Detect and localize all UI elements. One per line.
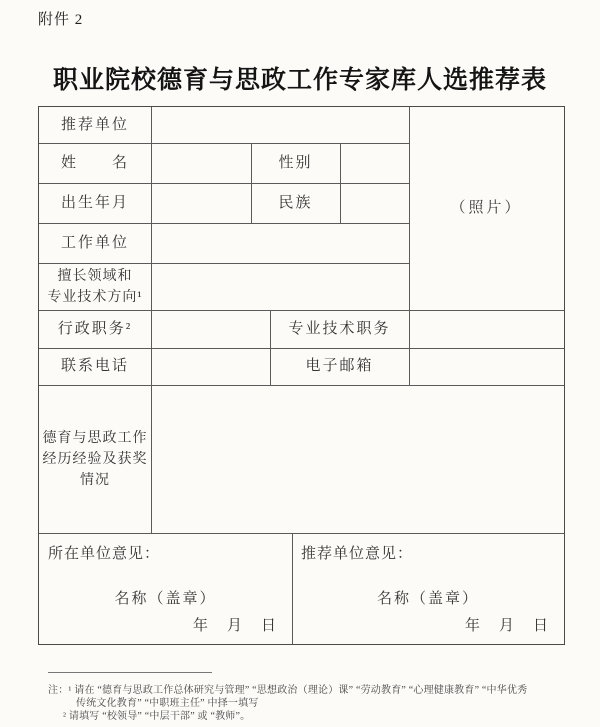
photo-placeholder: （照片） xyxy=(450,200,523,216)
footnote-line-1: 注：¹ 请在 “德育与思政工作总体研究与管理” “思想政治（理论）课” “劳动教育” “心理健康教育” “中华优秀 xyxy=(48,685,528,696)
recommending-unit-seal-line: 名称（盖章） xyxy=(376,591,479,607)
host-unit-opinion-title: 所在单位意见： xyxy=(48,546,161,562)
experience-value-cell xyxy=(151,385,564,533)
ethnicity-value-cell xyxy=(340,183,409,223)
email-value-cell xyxy=(409,348,564,385)
recommending-unit-opinion-cell xyxy=(292,533,564,644)
recommending-unit-value-cell xyxy=(151,107,409,143)
phone-label: 联系电话 xyxy=(60,358,129,374)
expertise-label-line-2: 专业技术方向¹ xyxy=(47,289,143,305)
expertise-label-line-1: 擅长领域和 xyxy=(57,268,133,284)
footnote-separator xyxy=(48,672,212,673)
recommending-unit-opinion-title: 推荐单位意见： xyxy=(301,546,414,562)
work-unit-value-cell xyxy=(151,223,409,263)
work-unit-label: 工作单位 xyxy=(60,234,129,251)
gender-value-cell xyxy=(340,143,409,183)
experience-label-line-3: 情况 xyxy=(80,472,110,488)
experience-label xyxy=(39,385,151,533)
gender-label: 性别 xyxy=(278,154,313,171)
host-unit-seal-line: 名称（盖章） xyxy=(114,591,217,607)
attachment-label: 附件 2 xyxy=(38,12,84,28)
form-table xyxy=(38,106,565,645)
footnote-line-3: ² 请填写 “校领导” “中层干部” 或 “教师”。 xyxy=(63,711,251,722)
phone-value-cell xyxy=(151,348,270,385)
birth-date-value-cell xyxy=(151,183,251,223)
birth-date-label: 出生年月 xyxy=(60,194,129,211)
host-unit-opinion-cell xyxy=(39,533,292,644)
experience-label-line-2: 经历经验及获奖 xyxy=(42,451,148,467)
footnote-line-2: 传统文化教育” “中职班主任” 中择一填写 xyxy=(76,698,259,709)
email-label: 电子邮箱 xyxy=(305,358,374,374)
admin-post-label: 行政职务² xyxy=(57,320,133,337)
professional-post-label: 专业技术职务 xyxy=(288,320,391,337)
host-unit-date-line: 年 月 日 xyxy=(192,618,278,634)
name-label: 姓 名 xyxy=(60,154,129,171)
recommending-unit-label: 推荐单位 xyxy=(60,116,129,133)
ethnicity-label: 民族 xyxy=(278,194,313,211)
expertise-label xyxy=(39,263,151,310)
name-value-cell xyxy=(151,143,251,183)
admin-post-value-cell xyxy=(151,310,270,348)
expertise-value-cell xyxy=(151,263,409,310)
professional-post-value-cell xyxy=(409,310,564,348)
experience-label-line-1: 德育与思政工作 xyxy=(42,430,148,446)
page-title: 职业院校德育与思政工作专家库人选推荐表 xyxy=(52,67,547,94)
recommending-unit-date-line: 年 月 日 xyxy=(464,618,550,634)
